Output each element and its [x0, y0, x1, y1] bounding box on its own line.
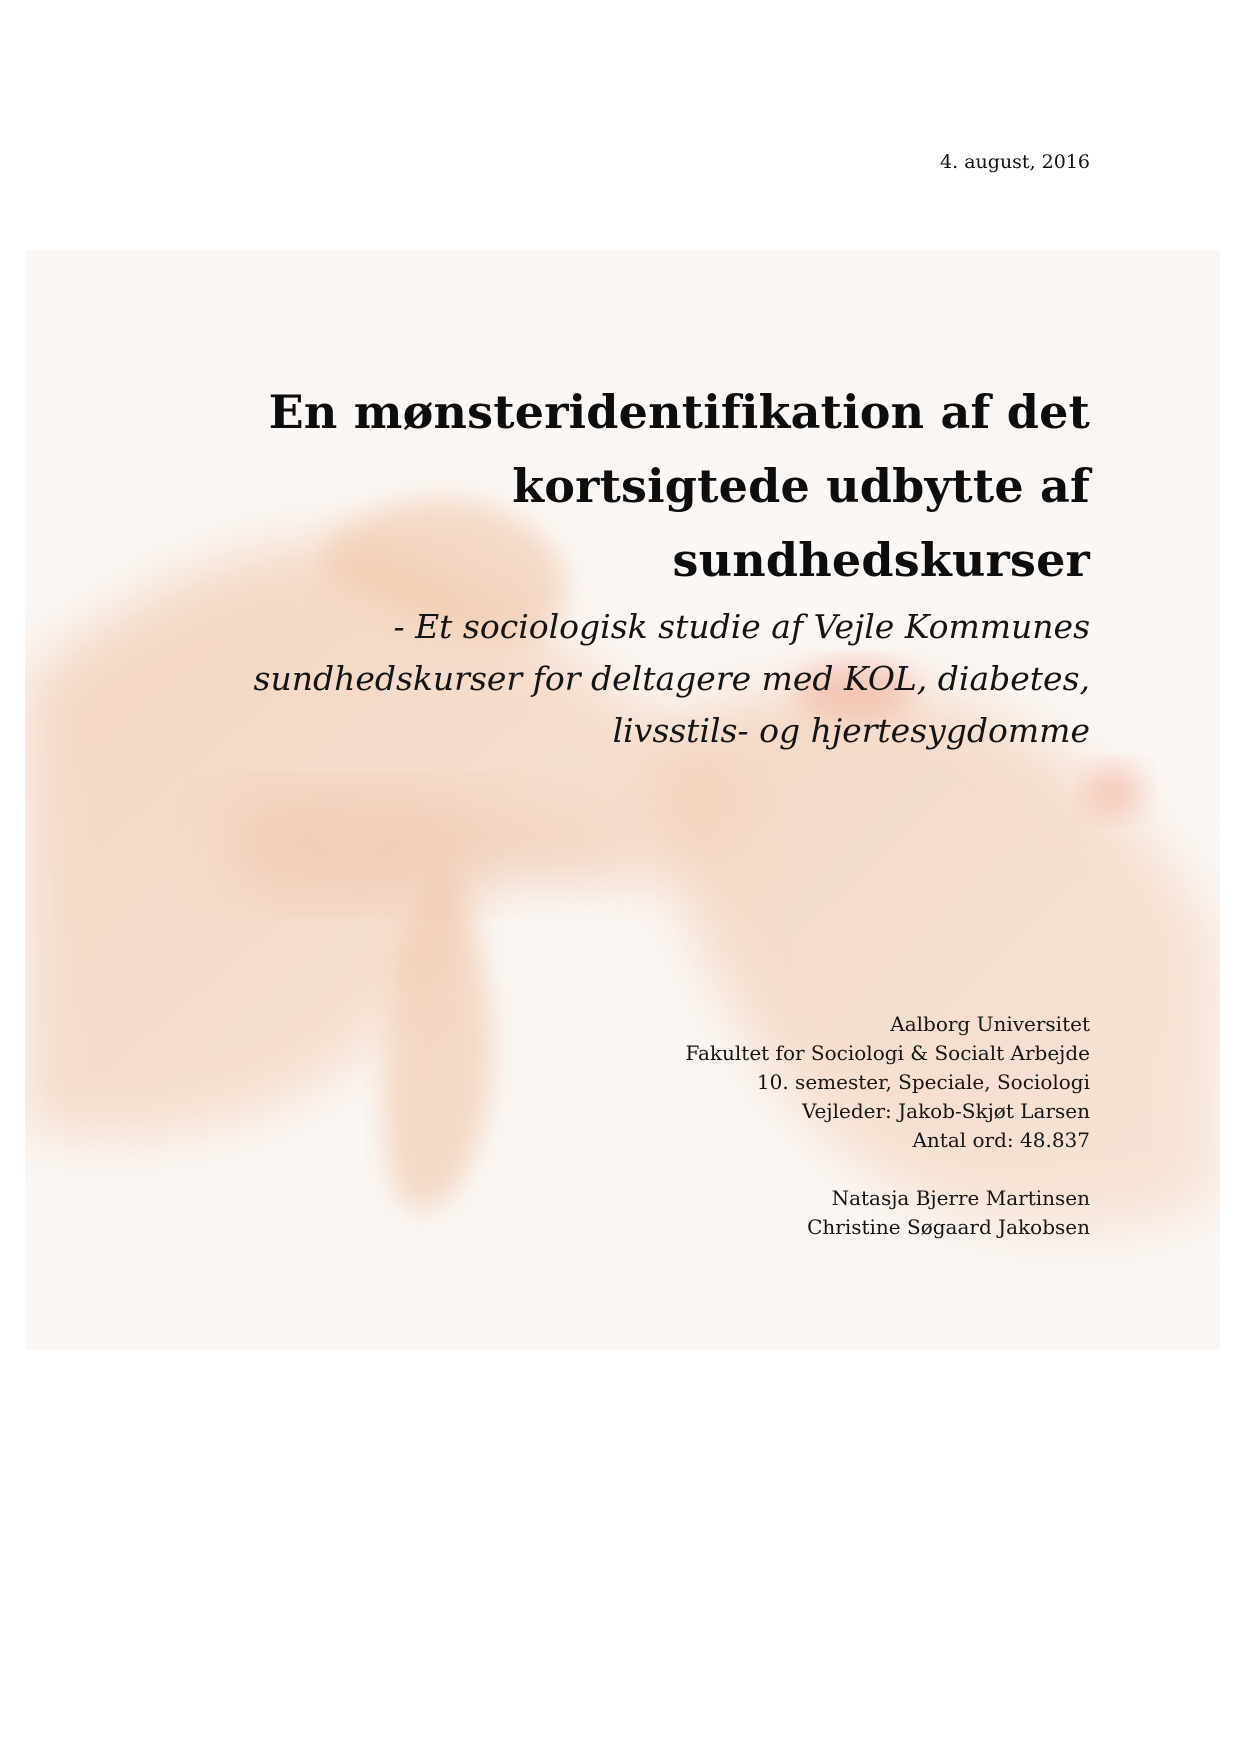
info-block	[490, 1010, 1090, 1242]
semester-line: 10. semester, Speciale, Sociologi	[756, 1070, 1090, 1094]
subtitle-line-2: sundhedskurser for deltagere med KOL, diabetes,	[253, 659, 1090, 698]
subtitle-block	[130, 601, 1090, 757]
supervisor-line: Vejleder: Jakob-Skjøt Larsen	[801, 1099, 1090, 1123]
authors-block	[490, 1184, 1090, 1242]
subtitle-line-1: - Et sociologisk studie af Vejle Kommunes	[393, 607, 1090, 646]
title-line-2: kortsigtede udbytte af	[512, 459, 1090, 513]
author-1: Natasja Bjerre Martinsen	[831, 1186, 1090, 1210]
title-line-1: En mønsteridentifikation af det	[268, 385, 1090, 439]
title-line-3: sundhedskurser	[672, 533, 1090, 587]
faculty-line: Fakultet for Sociologi & Socialt Arbejde	[685, 1041, 1090, 1065]
institution-line: Aalborg Universitet	[890, 1012, 1090, 1036]
subtitle-line-3: livsstils- og hjertesygdomme	[612, 711, 1090, 750]
document-date: 4. august, 2016	[940, 151, 1090, 173]
author-2: Christine Søgaard Jakobsen	[807, 1215, 1090, 1239]
word-count-line: Antal ord: 48.837	[912, 1128, 1090, 1152]
title-block	[130, 375, 1090, 757]
